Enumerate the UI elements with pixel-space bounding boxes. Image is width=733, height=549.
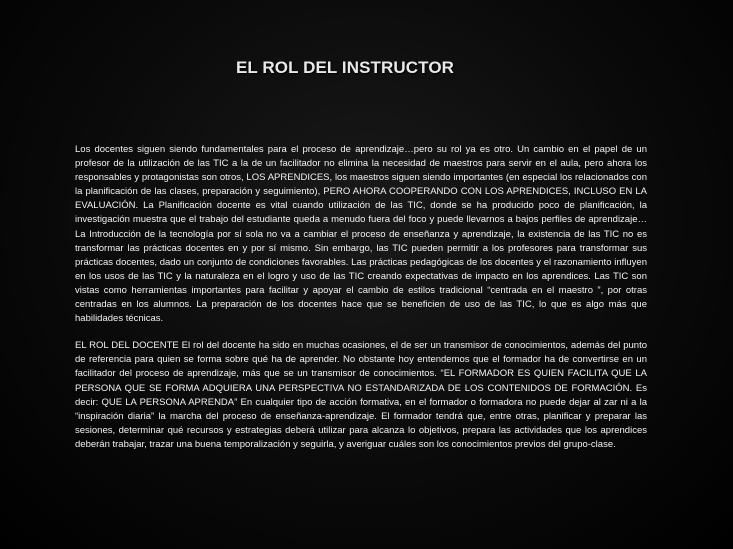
paragraph-rol-instructor: Los docentes siguen siendo fundamentales para el proceso de aprendizaje…pero su rol ya es otro. Un cambio en el papel de un profesor de la utilización de las TIC a la de un facilitador no elimina la necesidad de maestros para servir en el aula, pero ahora los responsables y protagonistas son otros, LOS APRENDICES, los maestros siguen siendo importantes (en especial los relacionados con la planificación de las clases, preparación y seguimiento), PERO AHORA COOPERANDO CON LOS APRENDICES, INCLUSO EN LA EVALUACIÓN. La Planificación docente es vital cuando utilización de las TIC, donde se ha producido poco de planificación, la investigación muestra que el trabajo del estudiante queda a menudo fuera del foco y puede llevarnos a bajos perfiles de aprendizaje… La Introducción de la tecnología por sí sola no va a cambiar el proceso de enseñanza y aprendizaje, la existencia de las TIC no es transformar las prácticas docentes en y por sí mismo. Sin embargo, las TIC pueden permitir a los profesores para transformar sus prácticas docentes, dado un conjunto de condiciones favorables. Las prácticas pedagógicas de los docentes y el razonamiento influyen en los usos de las TIC y la naturaleza en el logro y uso de las TIC creando expectativas de impacto en los aprendices. Las TIC son vistas como herramientas importantes para facilitar y apoyar el cambio de estilos tradicional “centrada en el maestro ”, por otras centradas en los alumnos. La preparación de los docentes hace que se beneficien de uso de las TIC, lo que es algo más que habilidades técnicas. [75, 144, 647, 325]
slide-title: EL ROL DEL INSTRUCTOR [235, 58, 455, 77]
slide-body [75, 143, 647, 452]
paragraph-rol-docente: EL ROL DEL DOCENTE El rol del docente ha sido en muchas ocasiones, el de ser un transmisor de conocimientos, además del punto de referencia para quien se forma sobre qué ha de aprender. No obstante hoy entendemos que el formador ha de convertirse en un facilitador del proceso de aprendizaje, más que se un transmisor de conocimientos. “EL FORMADOR ES QUIEN FACILITA QUE LA PERSONA QUE SE FORMA ADQUIERA UNA PERSPECTIVA NO ESTANDARIZADA DE LOS CONTENIDOS DE FORMACIÓN. Es decir: QUE LA PERSONA APRENDA” En cualquier tipo de acción formativa, en el formador o formadora no puede dejar al zar ni a la “inspiración diaria” la marcha del proceso de enseñanza-aprendizaje. El formador tendrá que, entre otras, planificar y preparar las sesiones, determinar qué recursos y estrategias deberá utilizar para alcanza lo objetivos, prepara las actividades que los aprendices deberán trabajar, trazar una buena temporalización y seguirla, y averiguar cuáles son los conocimientos previos del grupo-clase. [75, 340, 647, 450]
